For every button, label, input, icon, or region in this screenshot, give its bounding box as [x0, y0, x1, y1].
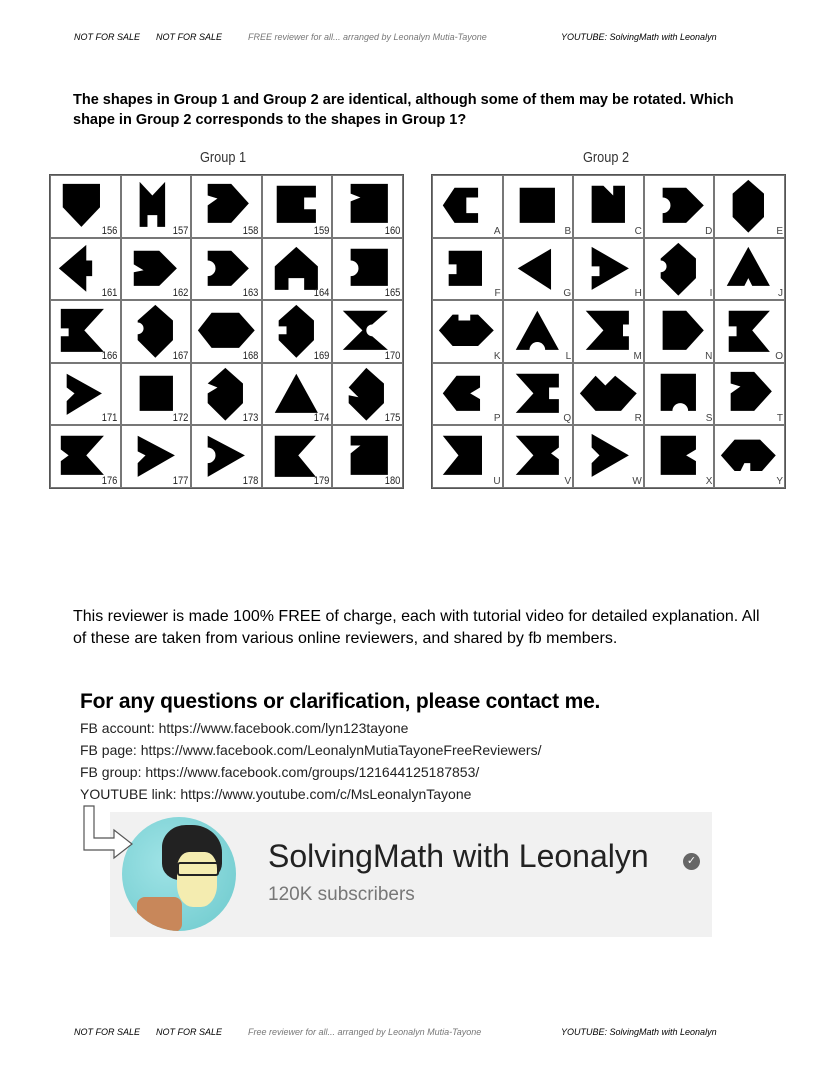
shape-icon [504, 239, 573, 300]
reviewer-note: This reviewer is made 100% FREE of charge, each with tutorial video for detailed explanation. All of these are taken from various online reviewers, and shared by fb members. [73, 608, 760, 647]
shape-icon [433, 239, 502, 300]
group2-shape-label: B [564, 225, 572, 237]
fb-page-link[interactable]: FB page: https://www.facebook.com/LeonalynMutiaTayoneFreeReviewers/ [80, 742, 542, 758]
group2-shape-label: U [493, 475, 501, 487]
group1-shape-option[interactable] [332, 238, 403, 301]
shape-icon [715, 301, 784, 362]
group2-shape-label: F [494, 288, 501, 300]
group1-shape-option[interactable] [50, 175, 121, 238]
group1-grid [49, 174, 404, 489]
group2-shape-option[interactable] [714, 238, 785, 301]
header-youtube: YOUTUBE: SolvingMath with Leonalyn [561, 32, 717, 42]
group2-shape-option[interactable] [432, 175, 503, 238]
group2-shape-option[interactable] [573, 300, 644, 363]
group2-shape-label: N [705, 350, 713, 362]
group2-shape-label: O [775, 350, 783, 362]
question-text: The shapes in Group 1 and Group 2 are identical, although some of them may be rotated. Which shape in Group 2 corresponds to the shapes in Group 1? [73, 92, 734, 128]
group1-shape-label: 174 [313, 412, 330, 425]
fb-account-link[interactable]: FB account: https://www.facebook.com/lyn123tayone [80, 720, 409, 736]
footer-credit: Free reviewer for all... arranged by Leonalyn Mutia-Tayone [248, 1027, 482, 1037]
group2-shape-option[interactable] [432, 363, 503, 426]
group1-shape-option[interactable] [121, 175, 192, 238]
group2-shape-option[interactable] [503, 175, 574, 238]
shape-icon [433, 426, 502, 487]
group1-shape-label: 178 [243, 474, 259, 487]
group2-grid [431, 174, 786, 489]
shape-icon [504, 176, 573, 237]
group1-shape-option[interactable] [191, 363, 262, 426]
shape-icon [715, 239, 784, 300]
group2-shape-option[interactable] [432, 425, 503, 488]
group2-shape-option[interactable] [503, 425, 574, 488]
shape-icon [574, 239, 643, 300]
group1-shape-label: 156 [101, 224, 118, 237]
group1-shape-label: 173 [243, 412, 259, 425]
group2-shape-option[interactable] [573, 425, 644, 488]
group2-shape-option[interactable] [714, 425, 785, 488]
group2-shape-option[interactable] [432, 300, 503, 363]
group1-shape-option[interactable] [121, 425, 192, 488]
group1-shape-label: 171 [101, 412, 118, 425]
group1-shape-option[interactable] [50, 300, 121, 363]
group2-shape-label: W [632, 475, 642, 487]
group2-shape-option[interactable] [644, 175, 715, 238]
group2-shape-label: X [705, 475, 713, 487]
group2-shape-label: J [777, 288, 783, 300]
contact-title: For any questions or clarification, please contact me. [80, 690, 601, 713]
group2-shape-option[interactable] [714, 300, 785, 363]
shape-icon [574, 364, 643, 425]
group1-shape-option[interactable] [191, 425, 262, 488]
group2-shape-label: A [493, 225, 501, 237]
youtube-link[interactable]: YOUTUBE link: https://www.youtube.com/c/MsLeonalynTayone [80, 786, 472, 802]
group1-shape-option[interactable] [262, 363, 333, 426]
group1-shape-option[interactable] [121, 363, 192, 426]
group1-shape-option[interactable] [50, 238, 121, 301]
group1-shape-option[interactable] [332, 425, 403, 488]
group1-shape-label: 167 [172, 349, 189, 362]
group1-shape-label: 177 [172, 474, 189, 487]
shape-icon [433, 301, 502, 362]
group1-shape-option[interactable] [262, 175, 333, 238]
group1-shape-option[interactable] [332, 300, 403, 363]
group2-shape-option[interactable] [503, 300, 574, 363]
group2-shape-label: K [493, 350, 501, 362]
group1-shape-option[interactable] [332, 175, 403, 238]
group1-shape-option[interactable] [262, 300, 333, 363]
group2-shape-label: M [633, 350, 642, 362]
group1-shape-label: 170 [384, 349, 400, 362]
shape-icon [433, 364, 502, 425]
group2-shape-option[interactable] [644, 238, 715, 301]
group1-shape-label: 165 [384, 287, 400, 300]
group1-shape-label: 163 [243, 287, 259, 300]
group2-shape-label: D [705, 225, 713, 237]
group1-shape-option[interactable] [50, 363, 121, 426]
group2-shape-option[interactable] [432, 238, 503, 301]
group1-title: Group 1 [200, 149, 247, 166]
group2-shape-label: Q [563, 413, 572, 425]
group1-shape-option[interactable] [121, 300, 192, 363]
group1-shape-label: 161 [101, 287, 118, 300]
group2-shape-option[interactable] [573, 175, 644, 238]
group1-shape-option[interactable] [121, 238, 192, 301]
group2-shape-option[interactable] [503, 238, 574, 301]
group2-shape-option[interactable] [644, 363, 715, 426]
group2-title: Group 2 [583, 149, 630, 166]
group1-shape-label: 176 [101, 474, 118, 487]
shape-icon [645, 239, 714, 300]
group2-shape-option[interactable] [644, 425, 715, 488]
check-circle-icon: ✓ [683, 853, 700, 870]
group2-shape-label: Y [776, 475, 783, 487]
group1-shape-label: 164 [313, 287, 330, 300]
group2-shape-option[interactable] [714, 175, 785, 238]
header-not-for-sale-2: NOT FOR SALE [156, 32, 223, 42]
group1-shape-label: 169 [313, 349, 330, 362]
footer-youtube: YOUTUBE: SolvingMath with Leonalyn [561, 1027, 717, 1037]
group1-shape-option[interactable] [50, 425, 121, 488]
group2-shape-label: G [563, 288, 572, 300]
shape-icon [645, 364, 714, 425]
group2-shape-label: I [709, 288, 713, 300]
group1-shape-label: 158 [243, 224, 259, 237]
group2-shape-label: H [634, 288, 642, 300]
group2-shape-option[interactable] [644, 300, 715, 363]
group1-shape-label: 175 [384, 412, 400, 425]
shape-icon [504, 301, 573, 362]
subscriber-count: 120K subscribers [268, 884, 415, 905]
footer-not-for-sale-1: NOT FOR SALE [74, 1027, 141, 1037]
group1-shape-label: 168 [243, 349, 259, 362]
group1-shape-option[interactable] [332, 363, 403, 426]
shape-icon [433, 176, 502, 237]
group1-shape-label: 172 [172, 412, 189, 425]
group1-shape-label: 166 [101, 349, 118, 362]
shape-icon [504, 426, 573, 487]
group1-shape-option[interactable] [262, 425, 333, 488]
footer-not-for-sale-2: NOT FOR SALE [156, 1027, 223, 1037]
group2-shape-label: L [565, 350, 572, 362]
fb-group-link[interactable]: FB group: https://www.facebook.com/groups/121644125187853/ [80, 764, 480, 780]
group1-shape-option[interactable] [191, 175, 262, 238]
arrow-icon [82, 804, 142, 864]
group1-shape-label: 179 [313, 474, 330, 487]
group2-shape-label: S [705, 413, 713, 425]
header-not-for-sale-1: NOT FOR SALE [74, 32, 141, 42]
group2-shape-label: T [776, 413, 783, 425]
group2-shape-option[interactable] [573, 363, 644, 426]
shape-icon [504, 364, 573, 425]
shape-icon [715, 364, 784, 425]
group1-shape-option[interactable] [262, 238, 333, 301]
header-credit: FREE reviewer for all... arranged by Leonalyn Mutia-Tayone [248, 32, 487, 42]
group1-shape-label: 162 [172, 287, 189, 300]
shape-icon [645, 301, 714, 362]
shape-icon [645, 426, 714, 487]
group1-shape-label: 160 [384, 224, 400, 237]
channel-name: SolvingMath with Leonalyn [268, 838, 649, 874]
shape-icon [715, 426, 784, 487]
group1-shape-option[interactable] [191, 300, 262, 363]
group1-shape-option[interactable] [191, 238, 262, 301]
group2-shape-option[interactable] [573, 238, 644, 301]
group2-shape-label: V [564, 475, 572, 487]
group1-shape-label: 157 [172, 224, 189, 237]
group1-shape-label: 159 [313, 224, 330, 237]
group2-shape-option[interactable] [714, 363, 785, 426]
group1-shape-label: 180 [384, 474, 400, 487]
group2-shape-label: P [493, 413, 501, 425]
group2-shape-option[interactable] [503, 363, 574, 426]
shape-icon [574, 176, 643, 237]
group2-shape-label: E [776, 225, 783, 237]
group2-shape-label: R [634, 413, 642, 425]
shape-icon [715, 176, 784, 237]
group2-shape-label: C [634, 225, 642, 237]
shape-icon [645, 176, 714, 237]
